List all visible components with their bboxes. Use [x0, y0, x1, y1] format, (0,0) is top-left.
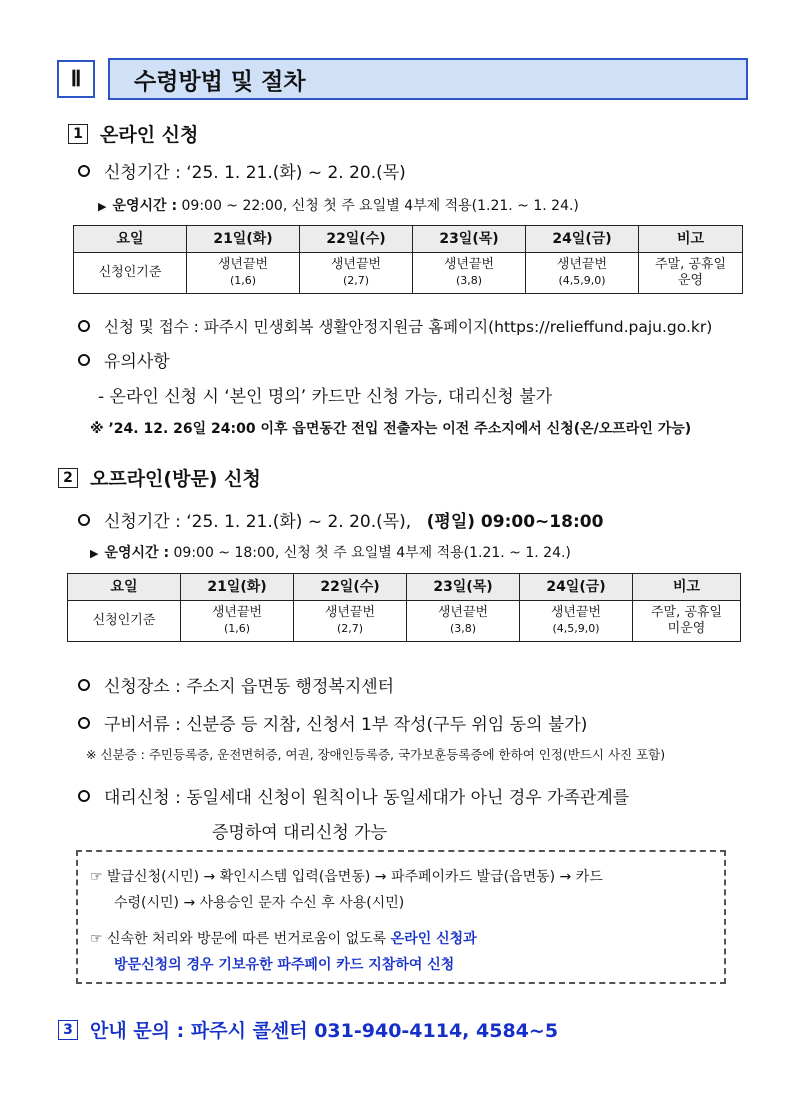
table-header-cell: 22일(수) [300, 226, 413, 253]
table-row [68, 601, 741, 642]
cell-top: 생년끝번 [330, 257, 382, 272]
online-heading-text: 온라인 신청 [100, 124, 199, 146]
offline-hours-text: 09:00 ~ 18:00, 신청 첫 주 요일별 4부제 적용(1.21. ~ 1. 24.) [173, 545, 571, 561]
cell-top: 생년끝번 [437, 605, 489, 620]
table-header-row [68, 574, 741, 601]
cell-bottom: (2,7) [336, 622, 364, 635]
triangle-bullet-icon: ▶ [90, 547, 99, 560]
table-cell [633, 601, 741, 642]
process-line1: ☞ 발급신청(시민) → 확인시스템 입력(읍면동) → 파주페이카드 발급(읍면동) → 카드 [90, 869, 603, 885]
table-header-cell: 23일(목) [407, 574, 520, 601]
table-cell [639, 253, 743, 294]
circle-bullet-icon [78, 354, 90, 366]
cell-bottom: (1,6) [229, 274, 257, 287]
online-hours-label: 운영시간 : [112, 198, 178, 214]
table-header-cell: 비고 [639, 226, 743, 253]
cell-bottom: 운영 [677, 273, 704, 288]
cell-bottom: (3,8) [455, 274, 483, 287]
circle-bullet-icon [78, 165, 90, 177]
cell-top: 생년끝번 [324, 605, 376, 620]
online-move-note: ※ ’24. 12. 26일 24:00 이후 읍면동간 전입 전출자는 이전 주소지에서 신청(온/오프라인 가능) [90, 421, 692, 437]
inquiry-heading [58, 1016, 558, 1043]
cell-bottom: (3,8) [449, 622, 477, 635]
inquiry-number: 3 [58, 1020, 78, 1040]
table-cell [187, 253, 300, 294]
table-header-cell: 22일(수) [294, 574, 407, 601]
table-cell [520, 601, 633, 642]
online-apply-info [78, 315, 712, 337]
cell-top: 생년끝번 [217, 257, 269, 272]
offline-id-note: ※ 신분증 : 주민등록증, 운전면허증, 여권, 장애인등록증, 국가보훈등록증에 한하여 인정(반드시 사진 포함) [86, 747, 666, 762]
offline-proxy-text: 대리신청 : 동일세대 신청이 원칙이나 동일세대가 아닌 경우 가족관계를 [104, 788, 630, 808]
offline-period-weekday: (평일) 09:00~18:00 [426, 512, 604, 532]
offline-period [78, 507, 603, 532]
online-number: 1 [68, 124, 88, 144]
offline-heading [58, 464, 261, 491]
offline-place-text: 신청장소 : 주소지 읍면동 행정복지센터 [104, 677, 395, 697]
cell-top: 생년끝번 [443, 257, 495, 272]
online-apply-info-text: 신청 및 접수 : 파주시 민생회복 생활안정지원금 홈페이지(https://relieffund.paju.go.kr) [104, 318, 713, 336]
cell-top: 주말, 공휴일 [654, 257, 727, 272]
process-line2: 수령(시민) → 사용승인 문자 수신 후 사용(시민) [114, 895, 405, 911]
online-caution-title: 유의사항 [104, 352, 170, 372]
table-cell [300, 253, 413, 294]
cell-top: 생년끝번 [556, 257, 608, 272]
triangle-bullet-icon: ▶ [98, 200, 107, 213]
online-period [78, 158, 406, 183]
row-label: 신청인기준 [68, 601, 181, 642]
offline-docs-text: 구비서류 : 신분증 등 지참, 신청서 1부 작성(구두 위임 동의 불가) [104, 715, 588, 735]
offline-place [78, 672, 394, 697]
offline-number: 2 [58, 468, 78, 488]
cell-bottom: (2,7) [342, 274, 370, 287]
process-line3-text: ☞ 신속한 처리와 방문에 따른 번거로움이 없도록 [90, 931, 387, 947]
table-cell [526, 253, 639, 294]
online-caution [78, 347, 170, 372]
table-header-cell: 요일 [74, 226, 187, 253]
table-header-cell: 비고 [633, 574, 741, 601]
inquiry-text: 안내 문의 : 파주시 콜센터 031-940-4114, 4584~5 [90, 1020, 559, 1042]
online-period-text: 신청기간 : ‘25. 1. 21.(화) ~ 2. 20.(목) [104, 163, 406, 183]
table-header-cell: 21일(화) [187, 226, 300, 253]
table-header-cell: 요일 [68, 574, 181, 601]
offline-docs [78, 710, 587, 735]
section-title: 수령방법 및 절차 [108, 58, 748, 100]
offline-period-text: 신청기간 : ‘25. 1. 21.(화) ~ 2. 20.(목), [104, 512, 412, 532]
offline-schedule-table [67, 573, 741, 642]
cell-top: 주말, 공휴일 [650, 605, 723, 620]
offline-heading-text: 오프라인(방문) 신청 [90, 468, 261, 490]
online-schedule-table [73, 225, 743, 294]
cell-bottom: (4,5,9,0) [558, 274, 606, 287]
section-number: Ⅱ [57, 60, 95, 98]
offline-hours-label: 운영시간 : [104, 545, 170, 561]
online-hours [98, 195, 579, 215]
cell-top: 생년끝번 [211, 605, 263, 620]
table-header-cell: 24일(금) [526, 226, 639, 253]
circle-bullet-icon [78, 790, 90, 802]
process-line3-highlight: 온라인 신청과 [390, 931, 477, 947]
row-label: 신청인기준 [74, 253, 187, 294]
offline-proxy [78, 783, 629, 808]
table-cell [181, 601, 294, 642]
table-cell [294, 601, 407, 642]
table-header-cell: 21일(화) [181, 574, 294, 601]
circle-bullet-icon [78, 717, 90, 729]
online-caution-item: - 온라인 신청 시 ‘본인 명의’ 카드만 신청 가능, 대리신청 불가 [98, 387, 553, 407]
table-header-row [74, 226, 743, 253]
online-heading [68, 120, 198, 147]
circle-bullet-icon [78, 514, 90, 526]
cell-bottom: (1,6) [223, 622, 251, 635]
circle-bullet-icon [78, 320, 90, 332]
offline-hours [90, 542, 571, 562]
cell-bottom: 미운영 [667, 621, 706, 636]
table-header-cell: 23일(목) [413, 226, 526, 253]
table-header-cell: 24일(금) [520, 574, 633, 601]
online-hours-text: 09:00 ~ 22:00, 신청 첫 주 요일별 4부제 적용(1.21. ~ 1. 24.) [181, 198, 579, 214]
table-cell [407, 601, 520, 642]
circle-bullet-icon [78, 679, 90, 691]
offline-proxy-line2: 증명하여 대리신청 가능 [212, 823, 388, 843]
table-row [74, 253, 743, 294]
process-line4-highlight: 방문신청의 경우 기보유한 파주페이 카드 지참하여 신청 [114, 957, 455, 973]
cell-top: 생년끝번 [550, 605, 602, 620]
process-line3 [90, 928, 477, 948]
cell-bottom: (4,5,9,0) [552, 622, 600, 635]
table-cell [413, 253, 526, 294]
